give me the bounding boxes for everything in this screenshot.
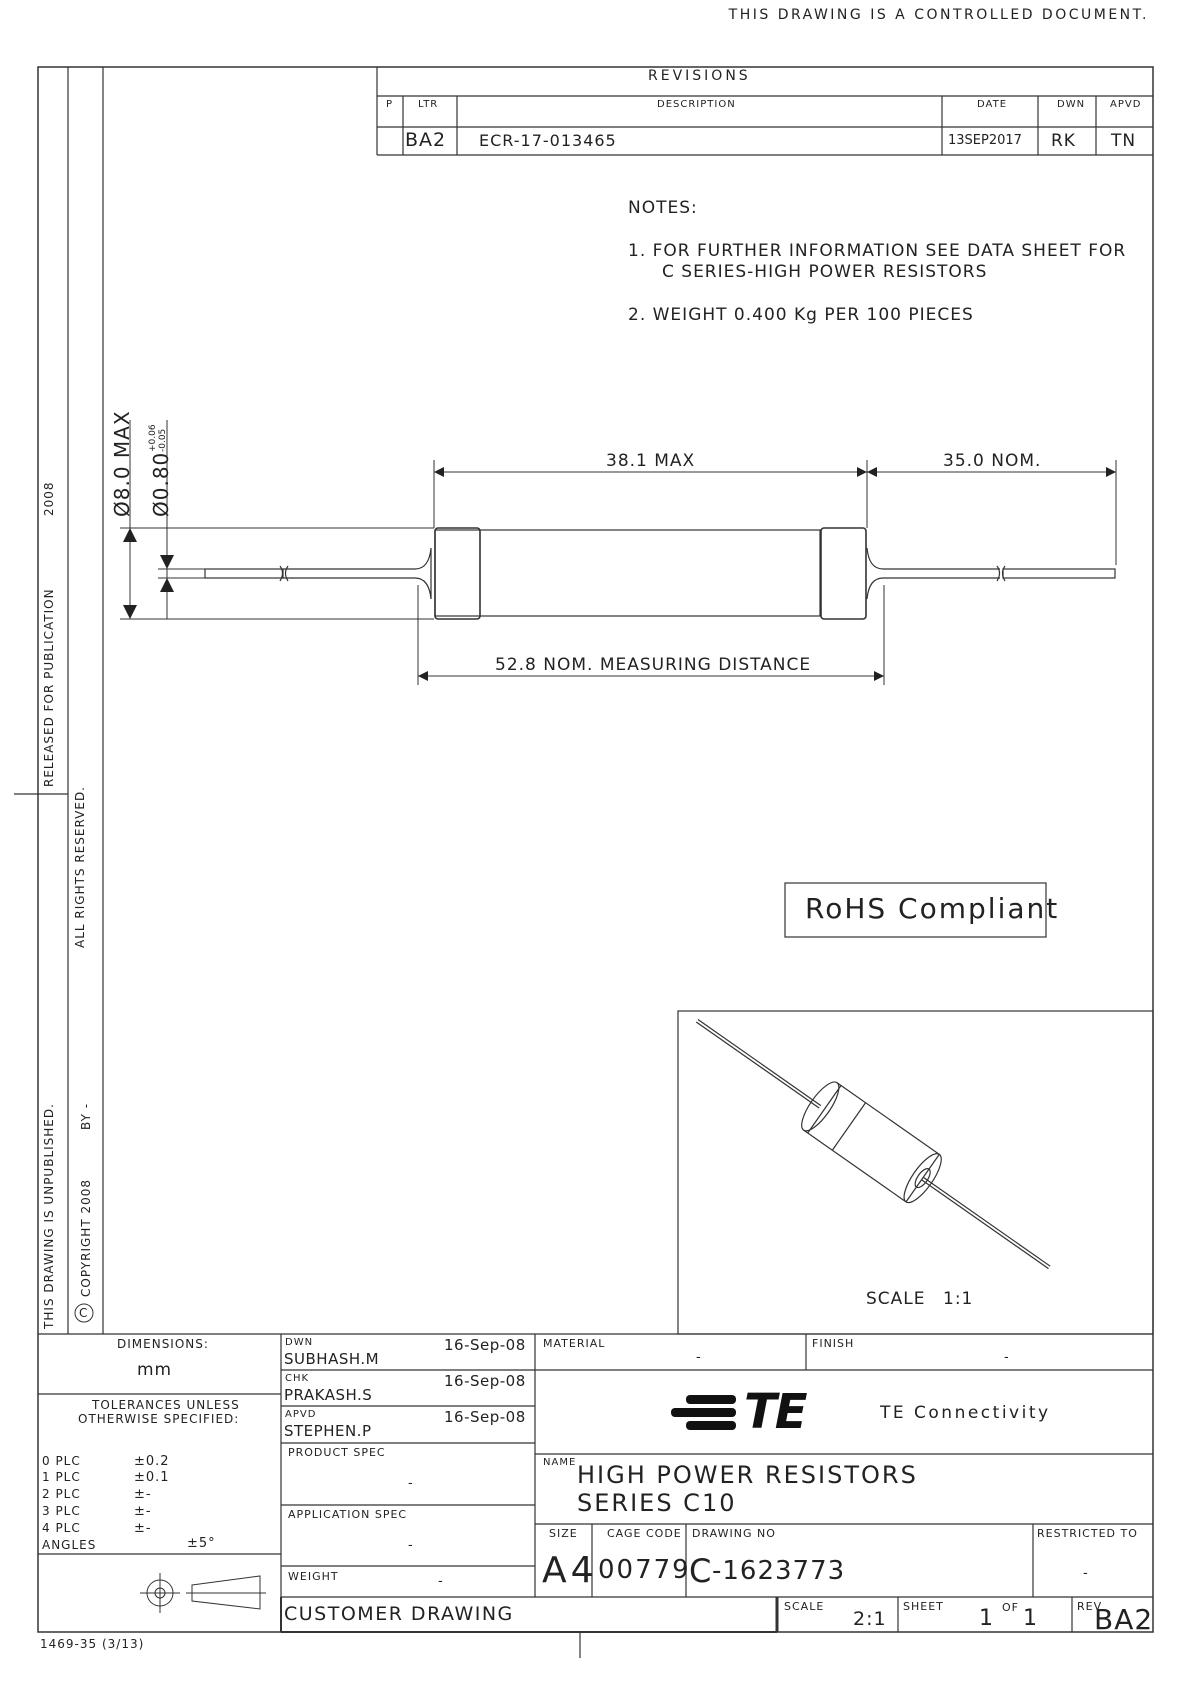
tol-0-value: ±0.2 [134, 1454, 170, 1469]
name-line-1: HIGH POWER RESISTORS [577, 1461, 918, 1489]
tol-3-value: ±- [134, 1504, 152, 1519]
restricted-to-label: RESTRICTED TO [1037, 1527, 1138, 1540]
tolerances-line-2: OTHERWISE SPECIFIED: [78, 1412, 240, 1426]
chk-date: 16-Sep-08 [444, 1372, 526, 1390]
form-number: 1469-35 (3/13) [40, 1637, 145, 1651]
cage-code-value: 00779 [598, 1555, 691, 1585]
controlled-document-note: THIS DRAWING IS A CONTROLLED DOCUMENT. [728, 7, 1149, 23]
resistor-side-view [205, 528, 1115, 619]
tol-3-label: 3 PLC [42, 1504, 81, 1518]
rights-reserved: ALL RIGHTS RESERVED. [73, 785, 87, 948]
sheet-value: 1 [979, 1606, 994, 1631]
tolerances-line-1: TOLERANCES UNLESS [92, 1398, 240, 1412]
rev-ltr: BA2 [405, 129, 447, 151]
tol-0-label: 0 PLC [42, 1454, 81, 1468]
te-logo-mark [671, 1395, 736, 1430]
dim-body-diameter: Ø8.0 MAX [110, 410, 134, 517]
copyright-text: COPYRIGHT 2008 [79, 1178, 93, 1297]
scale-label: SCALE [784, 1600, 825, 1613]
rev-description: ECR-17-013465 [479, 131, 617, 150]
product-spec-label: PRODUCT SPEC [288, 1446, 386, 1459]
drawing-no-value: -1623773 [712, 1556, 846, 1586]
rev-col-apvd: APVD [1110, 99, 1142, 110]
size-value: A4 [542, 1550, 598, 1591]
material-label: MATERIAL [543, 1337, 606, 1350]
name-label: NAME [543, 1457, 577, 1468]
projection-symbol [140, 1573, 266, 1613]
cage-code-label: CAGE CODE [607, 1527, 682, 1540]
tol-4-label: 4 PLC [42, 1521, 81, 1535]
weight-label: WEIGHT [288, 1570, 339, 1583]
tol-1-label: 1 PLC [42, 1470, 81, 1484]
dim-lead-length: 35.0 NOM. [943, 451, 1042, 471]
company-name: TE Connectivity [880, 1403, 1051, 1423]
finish-value: - [1004, 1350, 1010, 1365]
scale-value: 2:1 [853, 1608, 887, 1630]
chk-name: PRAKASH.S [284, 1386, 373, 1404]
dim-lead-tol-plus: +0.06 [148, 424, 158, 452]
sheet-label: SHEET [903, 1600, 944, 1613]
copyright-symbol: C [79, 1306, 88, 1320]
notes-title: NOTES: [628, 198, 698, 218]
rev-col-date: DATE [977, 99, 1008, 110]
of-value: 1 [1023, 1606, 1038, 1631]
finish-label: FINISH [812, 1337, 855, 1350]
weight-value: - [438, 1574, 444, 1589]
size-label: SIZE [549, 1527, 578, 1540]
note-1-line-2: C SERIES-HIGH POWER RESISTORS [662, 262, 988, 282]
dwn-date: 16-Sep-08 [444, 1336, 526, 1354]
resistor-iso-view [681, 997, 1067, 1291]
rev-col-ltr: LTR [418, 99, 439, 110]
customer-drawing-label: CUSTOMER DRAWING [284, 1603, 514, 1625]
apvd-date: 16-Sep-08 [444, 1408, 526, 1426]
drawing-no-label: DRAWING NO [692, 1527, 776, 1540]
apvd-label: APVD [285, 1409, 317, 1420]
material-value: - [696, 1350, 702, 1365]
dimensions-label: DIMENSIONS: [117, 1337, 209, 1351]
rev-apvd: TN [1111, 131, 1137, 151]
drawing-no-prefix: C [689, 1552, 713, 1590]
dim-body-length: 38.1 MAX [606, 451, 696, 471]
tol-2-label: 2 PLC [42, 1487, 81, 1501]
rev-col-description: DESCRIPTION [657, 99, 736, 110]
te-logo-text: TE [744, 1384, 806, 1440]
unpublished-note: THIS DRAWING IS UNPUBLISHED. [42, 1103, 56, 1329]
tol-2-value: ±- [134, 1487, 152, 1502]
product-spec-value: - [408, 1476, 414, 1491]
rev-col-p: P [386, 99, 394, 110]
name-line-2: SERIES C10 [577, 1489, 737, 1517]
release-year: 2008 [42, 481, 56, 516]
apvd-name: STEPHEN.P [284, 1422, 372, 1440]
rev-date: 13SEP2017 [948, 133, 1022, 148]
note-2: 2. WEIGHT 0.400 Kg PER 100 PIECES [628, 305, 974, 325]
rev-dwn: RK [1051, 131, 1076, 151]
angles-label: ANGLES [42, 1538, 97, 1552]
dwn-label: DWN [285, 1337, 314, 1348]
of-label: OF [1002, 1601, 1019, 1614]
application-spec-value: - [408, 1538, 414, 1553]
restricted-to-value: - [1083, 1566, 1089, 1581]
dwn-name: SUBHASH.M [284, 1350, 380, 1368]
rev-label: REV [1077, 1600, 1103, 1613]
iso-scale-label: SCALE [866, 1289, 926, 1309]
angles-value: ±5° [187, 1536, 216, 1551]
iso-scale-value: 1:1 [943, 1289, 974, 1309]
copyright-by: BY - [79, 1102, 93, 1130]
released-for-publication: RELEASED FOR PUBLICATION [42, 588, 56, 787]
rev-col-dwn: DWN [1057, 99, 1086, 110]
chk-label: CHK [285, 1373, 310, 1384]
dim-lead-diameter: Ø0.80 [149, 451, 173, 517]
tol-1-value: ±0.1 [134, 1470, 170, 1485]
revisions-title: REVISIONS [648, 68, 751, 84]
note-1-line-1: 1. FOR FURTHER INFORMATION SEE DATA SHEET FOR [628, 241, 1127, 261]
dim-measuring-distance: 52.8 NOM. MEASURING DISTANCE [495, 655, 812, 675]
rev-value: BA2 [1094, 1603, 1154, 1636]
dimensions-unit: mm [137, 1360, 173, 1380]
dim-lead-tol-minus: -0.05 [158, 428, 168, 452]
tol-4-value: ±- [134, 1521, 152, 1536]
application-spec-label: APPLICATION SPEC [288, 1508, 408, 1521]
rohs-label: RoHS Compliant [805, 892, 1060, 925]
